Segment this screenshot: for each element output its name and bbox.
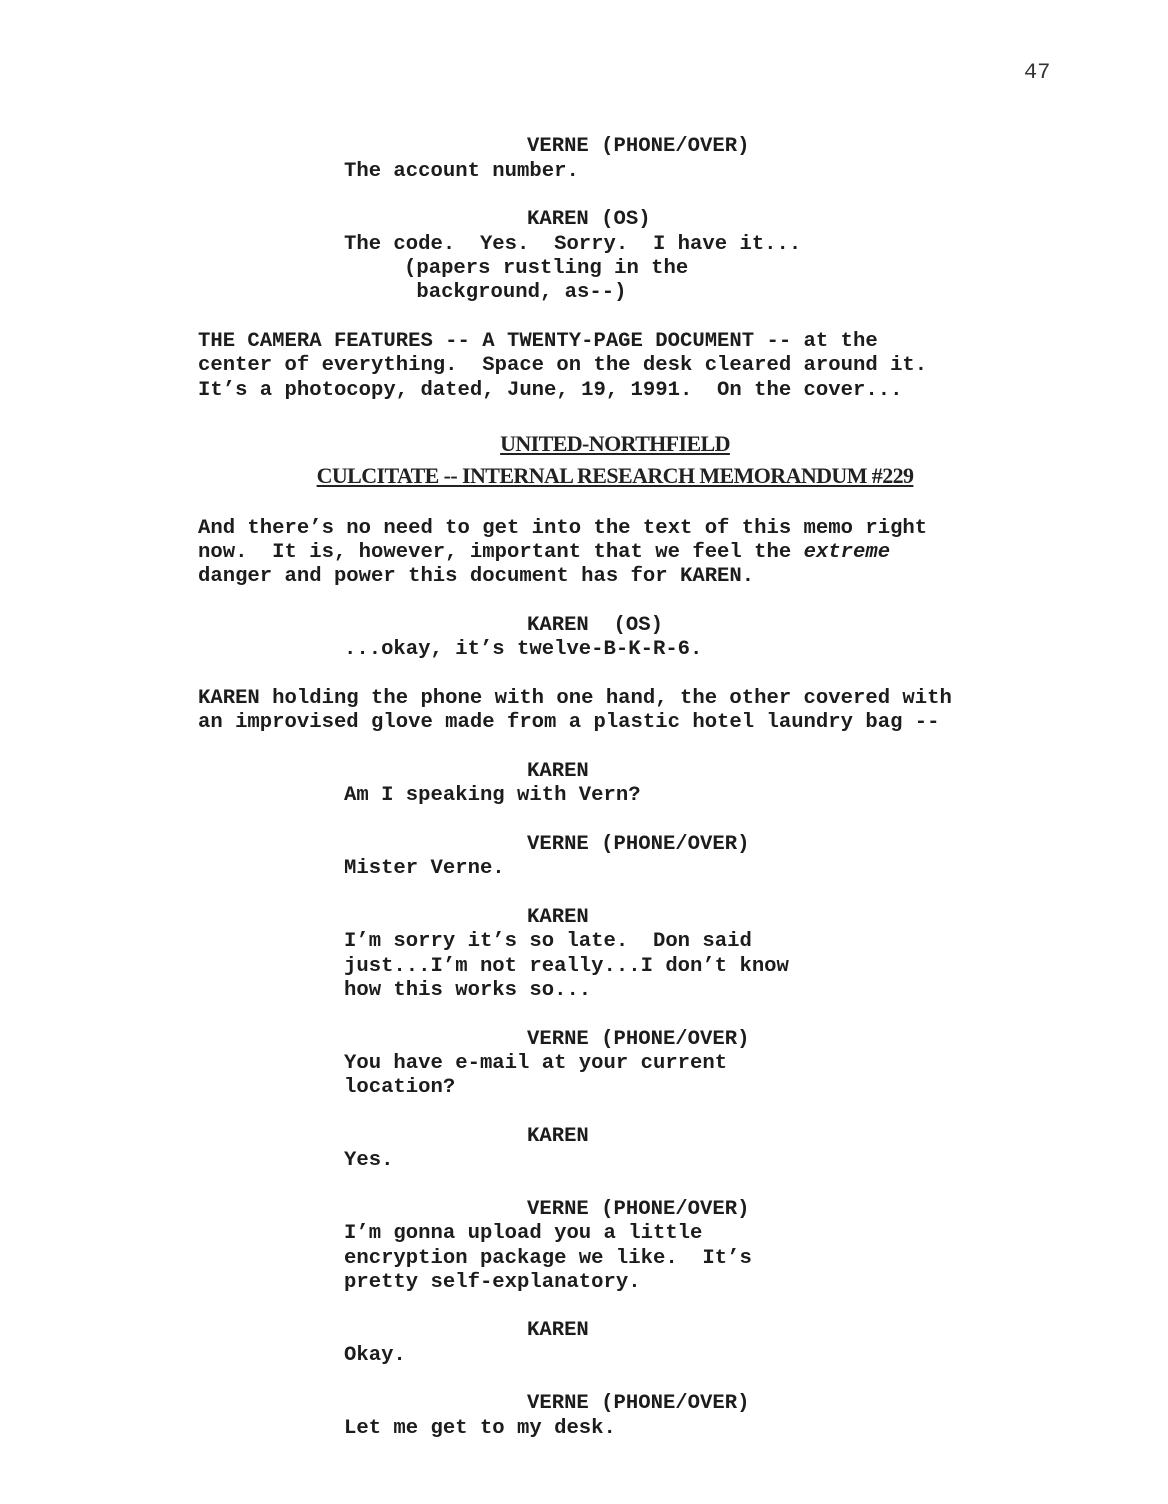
dialogue-line: how this works so... xyxy=(344,979,592,1002)
character-cue: VERNE (PHONE/OVER) xyxy=(527,135,750,158)
character-cue: VERNE (PHONE/OVER) xyxy=(527,1392,750,1415)
dialogue-line: I’m gonna upload you a little xyxy=(344,1222,703,1245)
dialogue-line: Mister Verne. xyxy=(344,857,505,880)
action-line: danger and power this document has for KAREN. xyxy=(198,565,755,588)
character-cue: VERNE (PHONE/OVER) xyxy=(527,833,750,856)
emphasis-text: extreme xyxy=(803,541,891,564)
character-cue: KAREN (OS) xyxy=(527,614,663,637)
character-cue: VERNE (PHONE/OVER) xyxy=(527,1198,750,1221)
dialogue-line: The account number. xyxy=(344,160,579,183)
character-cue: VERNE (PHONE/OVER) xyxy=(527,1028,750,1051)
dialogue-line: encryption package we like. It’s xyxy=(344,1247,752,1270)
character-cue: KAREN xyxy=(527,906,589,929)
dialogue-line: ...okay, it’s twelve-B-K-R-6. xyxy=(344,638,703,661)
dialogue-line: Am I speaking with Vern? xyxy=(344,784,641,807)
dialogue-line: Let me get to my desk. xyxy=(344,1417,616,1440)
action-line: It’s a photocopy, dated, June, 19, 1991. On the cover... xyxy=(198,379,903,402)
dialogue-line: You have e-mail at your current xyxy=(344,1052,728,1075)
dialogue-line: pretty self-explanatory. xyxy=(344,1271,641,1294)
action-line xyxy=(198,541,890,565)
page-number: 47 xyxy=(1024,60,1051,85)
character-cue: KAREN xyxy=(527,760,589,783)
action-line: THE CAMERA FEATURES -- A TWENTY-PAGE DOCUMENT -- at the xyxy=(198,330,878,353)
character-cue: KAREN (OS) xyxy=(527,208,651,231)
action-line: KAREN holding the phone with one hand, the other covered with xyxy=(198,687,952,710)
dialogue-line: Okay. xyxy=(344,1344,406,1367)
parenthetical: (papers rustling in the xyxy=(404,257,689,280)
memo-subtitle: CULCITATE -- INTERNAL RESEARCH MEMORANDUM #229 xyxy=(316,463,914,488)
dialogue-line: Yes. xyxy=(344,1149,394,1172)
action-line: an improvised glove made from a plastic hotel laundry bag -- xyxy=(198,711,940,734)
character-cue: KAREN xyxy=(527,1125,589,1148)
character-cue: KAREN xyxy=(527,1319,589,1342)
dialogue-line: The code. Yes. Sorry. I have it... xyxy=(344,233,802,256)
dialogue-line: I’m sorry it’s so late. Don said xyxy=(344,930,752,953)
memo-title: UNITED-NORTHFIELD xyxy=(500,431,730,456)
action-line: And there’s no need to get into the text of this memo right xyxy=(198,517,928,540)
dialogue-line: location? xyxy=(344,1076,456,1099)
parenthetical: background, as--) xyxy=(404,281,627,304)
action-text: now. It is, however, important that we feel the xyxy=(198,541,804,564)
action-line: center of everything. Space on the desk cleared around it. xyxy=(198,354,928,377)
dialogue-line: just...I’m not really...I don’t know xyxy=(344,955,789,978)
